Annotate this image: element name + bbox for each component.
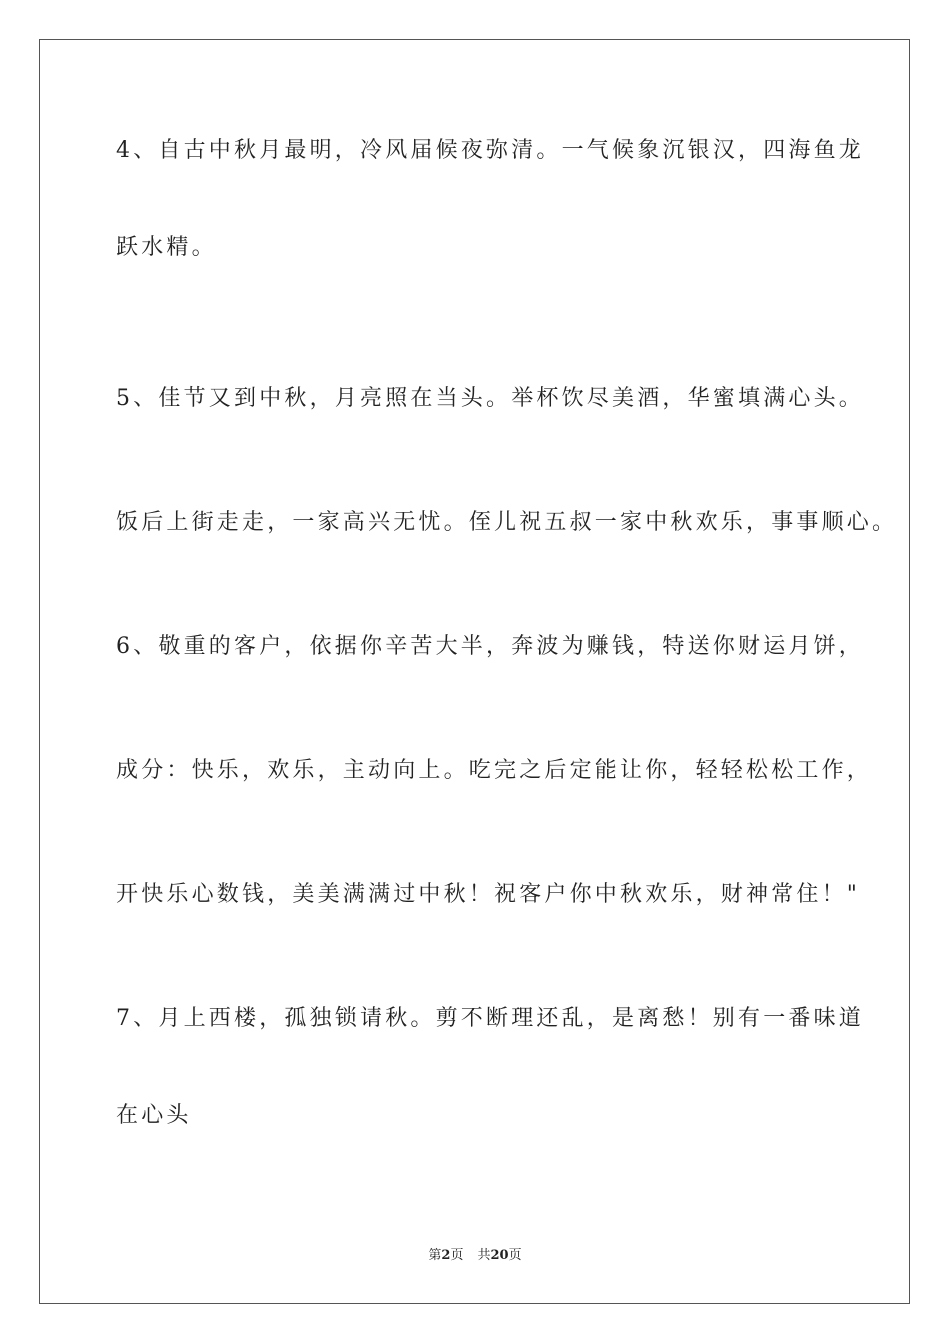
body-text-line: 在心头 — [116, 1103, 192, 1128]
body-text-line: 成分：快乐，欢乐，主动向上。吃完之后定能让你，轻轻松松工作， — [116, 758, 873, 783]
body-text-line: 饭后上街走走，一家高兴无忧。侄儿祝五叔一家中秋欢乐，事事顺心。 — [116, 510, 898, 535]
total-prefix: 共 — [477, 1248, 491, 1263]
body-text-line: 跃水精。 — [116, 235, 217, 260]
total-unit: 页 — [508, 1248, 522, 1263]
page-footer — [0, 1247, 950, 1265]
page-prefix: 第 — [428, 1248, 442, 1263]
body-text-line: 6、敬重的客户，依据你辛苦大半，奔波为赚钱，特送你财运月饼， — [116, 634, 864, 659]
total-pages: 20 — [490, 1248, 509, 1263]
body-text-line: 4、自古中秋月最明，冷风届候夜弥清。一气候象沉银汉，四海鱼龙 — [116, 138, 864, 163]
body-text-line: 开快乐心数钱，美美满满过中秋！祝客户你中秋欢乐，财神常住！" — [116, 882, 861, 907]
page-unit: 页 — [450, 1248, 464, 1263]
body-text-line: 7、月上西楼，孤独锁请秋。剪不断理还乱，是离愁！别有一番味道 — [116, 1006, 864, 1031]
page-number: 2 — [441, 1248, 451, 1263]
body-text-line: 5、佳节又到中秋，月亮照在当头。举杯饮尽美酒，华蜜填满心头。 — [116, 386, 864, 411]
